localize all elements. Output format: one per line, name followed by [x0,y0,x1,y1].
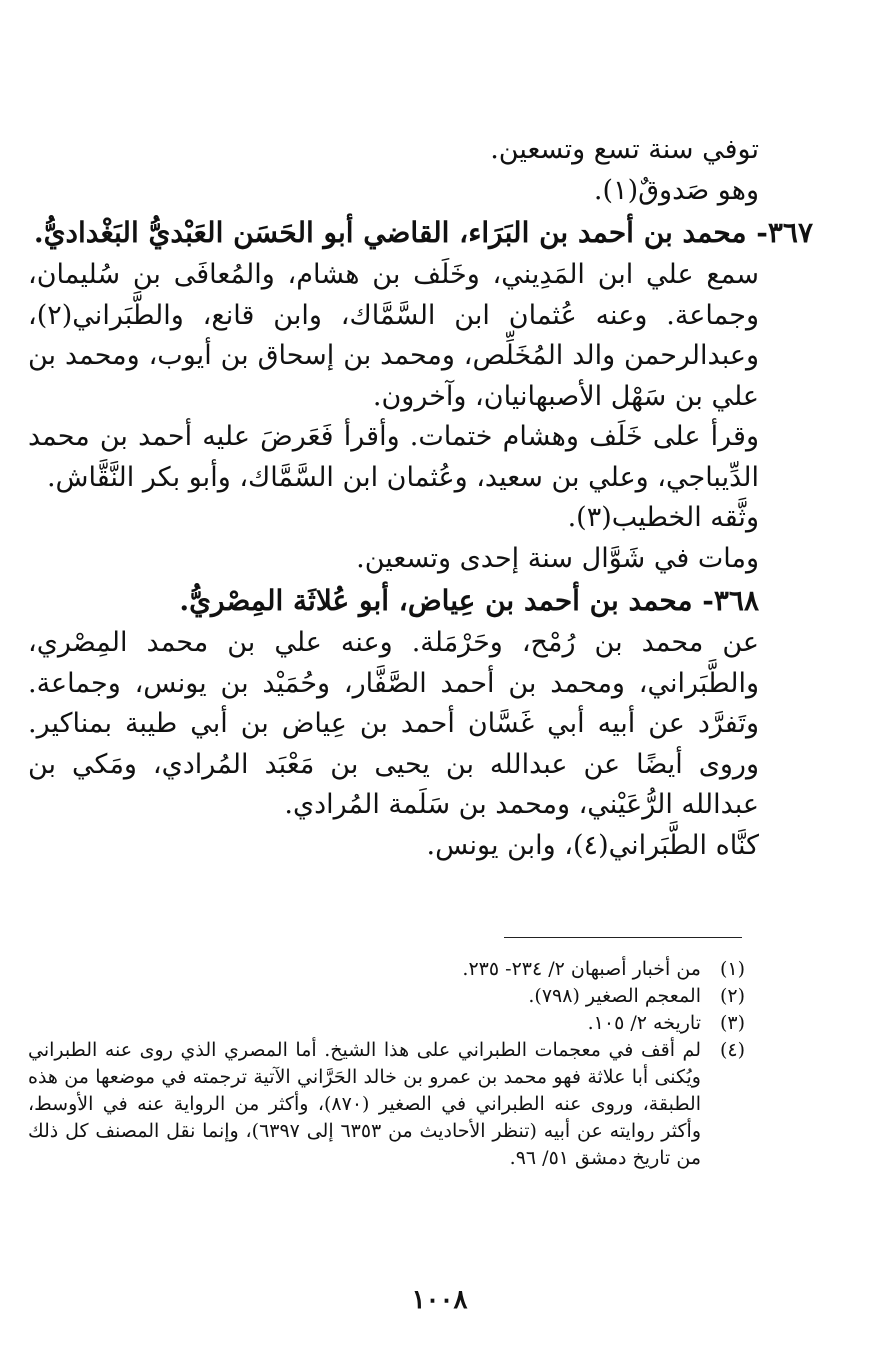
entry-heading: ٣٦٨- محمد بن أحمد بن عِياض، أبو عُلاثَة المِصْريُّ. [179,584,759,617]
text-line: توفي سنة تسع وتسعين. [490,134,759,165]
paragraph: عن محمد بن رُمْح، وحَرْمَلة. وعنه علي بن محمد المِصْري، والطَّبَراني، ومحمد بن أحمد الصَّفَّار، وحُمَيْد بن يونس، وجماعة. وتَفرَّد عن أبيه أبي غَسَّان أحمد بن عِياض بن أبي طيبة بمناكير. وروى أيضًا عن عبدالله بن يحيى بن مَعْبَد المُرادي، ومَكي بن عبدالله الرُّعَيْني، ومحمد بن سَلَمة المُرادي. [28,627,759,820]
footnote-text: من أخبار أصبهان ٢/ ٢٣٤- ٢٣٥. [462,958,701,980]
footnote [28,983,745,1010]
footnote-number: (٤) [719,1039,745,1061]
footnote-text: لم أقف في معجمات الطبراني على هذا الشيخ. أما المصري الذي روى عنه الطبراني ويُكنى أبا علاثة فهو محمد بن عمرو بن خالد الحَرَّاني الآتية ترجمته في موضعها من هذه الطبقة، وروى عنه الطبراني في الصغير (٨٧٠)، وأكثر من الرواية عنه في الأوسط، وأكثر روايته عن أبيه (تنظر الأحاديث من ٦٣٥٣ إلى ٦٣٩٧)، وإنما نقل المصنف كل ذلك من تاريخ دمشق ٥١/ ٩٦. [28,1039,702,1169]
footnote-divider [504,937,742,938]
footnote-number: (٢) [719,985,745,1007]
footnote-text: تاريخه ٢/ ١٠٥. [587,1012,701,1034]
footnote [28,956,745,983]
paragraph: وثَّقه الخطيب(٣). [567,502,759,533]
paragraph: وقرأ على خَلَف وهشام ختمات. وأقرأ فَعَرضَ عليه أحمد بن محمد الدِّيباجي، وعلي بن سعيد، وعُثمان ابن السَّمَّاك، وأبو بكر النَّقَّاش. [28,421,759,493]
footnote-number: (٣) [719,1012,745,1034]
text-line: وهو صَدوقٌ(١). [593,174,759,206]
paragraph: كنَّاه الطَّبَراني(٤)، وابن يونس. [426,829,759,861]
entry-heading: ٣٦٧- محمد بن أحمد بن البَرَاء، القاضي أبو الحَسَن العَبْديُّ البَغْداديُّ. [33,216,813,249]
footnote-text: المعجم الصغير (٧٩٨). [528,985,701,1007]
main-text [28,130,813,866]
page-number: ١٠٠٨ [411,1285,468,1315]
footnote-number: (١) [719,958,745,980]
footnote [28,1037,745,1172]
paragraph: سمع علي ابن المَدِيني، وخَلَف بن هشام، والمُعافَى بن سُليمان، وجماعة. وعنه عُثمان ابن السَّمَّاك، وابن قانع، والطَّبَراني(٢)، وعبدالرحمن والد المُخَلِّص، ومحمد بن إسحاق بن أيوب، ومحمد بن علي بن سَهْل الأصبهانيان، وآخرون. [28,259,759,412]
footnote [28,1010,745,1037]
paragraph: ومات في شَوَّال سنة إحدى وتسعين. [356,542,759,574]
footnotes [28,956,745,1172]
